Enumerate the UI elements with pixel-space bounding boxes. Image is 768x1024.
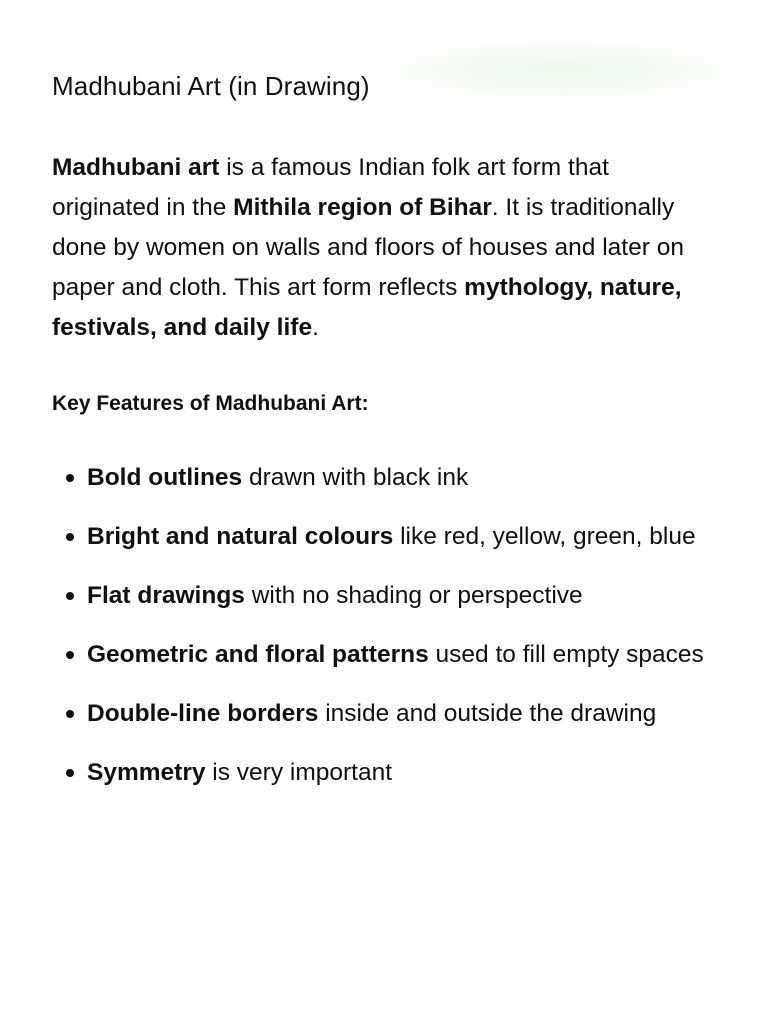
list-item bbox=[52, 576, 712, 616]
article-body bbox=[52, 66, 712, 812]
feature-text: like red, yellow, green, blue bbox=[393, 523, 696, 550]
feature-bold: Double-line borders bbox=[87, 700, 319, 727]
list-item bbox=[52, 517, 712, 557]
feature-text: is very important bbox=[205, 759, 393, 786]
intro-text-3: . bbox=[312, 314, 319, 341]
intro-bold-2: Mithila region of Bihar bbox=[233, 194, 492, 221]
bullet-icon bbox=[66, 651, 74, 659]
list-item bbox=[52, 635, 712, 675]
feature-bold: Symmetry bbox=[87, 759, 206, 786]
bullet-icon bbox=[66, 592, 74, 600]
bullet-icon bbox=[66, 769, 74, 777]
feature-bold: Flat drawings bbox=[87, 582, 245, 609]
intro-paragraph bbox=[52, 148, 712, 348]
feature-text: drawn with black ink bbox=[242, 464, 469, 491]
intro-bold-3: mythology, nature, festivals, and daily life bbox=[52, 274, 682, 341]
list-item bbox=[52, 694, 712, 734]
bullet-icon bbox=[66, 710, 74, 718]
feature-text: inside and outside the drawing bbox=[318, 700, 657, 727]
page-title: Madhubani Art (in Drawing) bbox=[52, 71, 370, 101]
intro-text-2: . It is traditionally done by women on walls and floors of houses and later on paper and cloth. This art form reflects bbox=[52, 194, 684, 301]
features-list bbox=[52, 458, 712, 793]
feature-text: with no shading or perspective bbox=[244, 582, 583, 609]
feature-bold: Geometric and floral patterns bbox=[87, 641, 429, 668]
feature-text: used to fill empty spaces bbox=[428, 641, 704, 668]
feature-bold: Bold outlines bbox=[87, 464, 243, 491]
features-heading: Key Features of Madhubani Art: bbox=[52, 392, 369, 415]
feature-bold: Bright and natural colours bbox=[87, 523, 394, 550]
intro-text-1: is a famous Indian folk art form that originated in the bbox=[52, 154, 609, 221]
bullet-icon bbox=[66, 533, 74, 541]
list-item bbox=[52, 458, 712, 498]
list-item bbox=[52, 753, 712, 793]
bullet-icon bbox=[66, 474, 74, 482]
intro-bold-1: Madhubani art bbox=[52, 154, 220, 181]
